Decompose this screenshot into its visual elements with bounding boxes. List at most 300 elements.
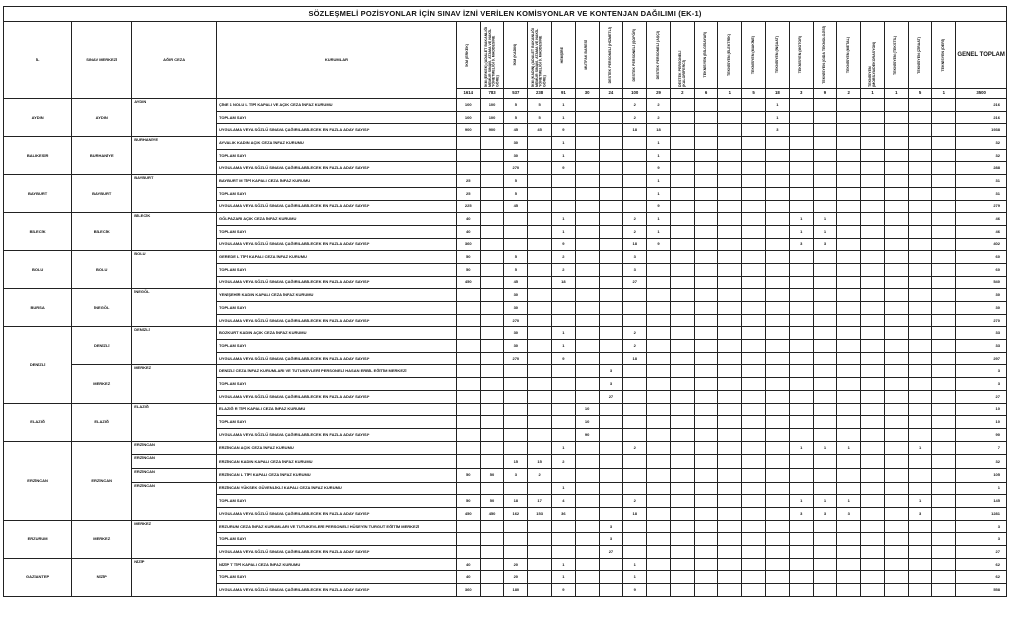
value-cell	[718, 403, 742, 416]
value-cell	[861, 508, 885, 521]
value-cell	[504, 533, 528, 546]
header-position-label: İKM (ERKEK) (ADALET BAKANLIĞI MEMUR SINAVI, ATAMA VE NAKİL YÖNETMELİĞİ 9. MADDESİNE GÖRE)	[483, 26, 499, 87]
value-cell	[694, 137, 718, 150]
value-cell	[884, 175, 908, 188]
value-cell	[861, 162, 885, 175]
value-cell	[742, 213, 766, 226]
value-cell	[528, 327, 552, 340]
agir-ceza-cell: AYDIN	[132, 99, 217, 137]
grand-total-cell: 3500	[956, 89, 1007, 99]
value-cell	[480, 416, 504, 429]
value-cell	[813, 520, 837, 533]
value-cell: 3	[789, 238, 813, 251]
value-cell: 40	[456, 213, 480, 226]
value-cell	[766, 352, 790, 365]
genel-toplam-cell: 1938	[956, 124, 1007, 137]
agir-ceza-cell: İNEGÖL	[132, 289, 217, 327]
value-cell	[623, 546, 647, 559]
value-cell	[504, 225, 528, 238]
kurum-cell: NİZİP T TİPİ KAPALI CEZA İNFAZ KURUMU	[216, 558, 456, 571]
value-cell	[861, 99, 885, 112]
value-cell: 50	[480, 495, 504, 508]
value-cell	[456, 390, 480, 403]
value-cell	[908, 468, 932, 482]
genel-toplam-cell: 32	[956, 455, 1007, 469]
value-cell	[670, 225, 694, 238]
value-cell	[789, 137, 813, 150]
value-cell	[670, 289, 694, 302]
value-cell	[766, 340, 790, 353]
value-cell	[647, 455, 671, 469]
header-position-0	[456, 22, 480, 89]
value-cell	[670, 352, 694, 365]
value-cell: 2	[528, 468, 552, 482]
header-position-label: HEMŞİRE	[560, 46, 565, 64]
value-cell	[789, 482, 813, 495]
genel-toplam-cell: 90	[956, 428, 1007, 441]
il-cell: GAZİANTEP	[4, 558, 72, 596]
agir-ceza-cell: DENİZLİ	[132, 327, 217, 365]
value-cell	[647, 533, 671, 546]
value-cell	[670, 533, 694, 546]
header-position-9	[670, 22, 694, 89]
value-cell	[504, 441, 528, 455]
value-cell	[575, 584, 599, 597]
value-cell	[670, 213, 694, 226]
il-cell: ELAZIĞ	[4, 403, 72, 441]
header-position-label: TEKNİSYEN (BİLGİSAYAR)	[703, 32, 708, 78]
value-cell	[694, 225, 718, 238]
value-cell	[456, 482, 480, 495]
value-cell	[575, 455, 599, 469]
value-cell	[861, 584, 885, 597]
genel-toplam-cell: 62	[956, 571, 1007, 584]
total-cell: 29	[647, 89, 671, 99]
value-cell	[837, 428, 861, 441]
value-cell	[575, 276, 599, 289]
kurum-cell: TOPLAM SAYI	[216, 378, 456, 391]
header-position-label: İKM (KADIN) (ADALET BAKANLIĞI MEMUR SINAVI, ATAMA VE NAKİL YÖNETMELİĞİ 9. MADDESİNE GÖRE)	[531, 27, 547, 87]
genel-toplam-cell: 270	[956, 314, 1007, 327]
value-cell	[884, 111, 908, 124]
value-cell	[575, 314, 599, 327]
value-cell	[694, 558, 718, 571]
value-cell	[599, 111, 623, 124]
value-cell	[908, 340, 932, 353]
value-cell	[932, 495, 956, 508]
value-cell	[884, 584, 908, 597]
value-cell	[480, 314, 504, 327]
value-cell	[884, 340, 908, 353]
value-cell	[789, 571, 813, 584]
value-cell	[908, 403, 932, 416]
header-position-label: İKM (KADIN)	[512, 44, 517, 66]
kurum-cell: AYVALIK KADIN AÇIK CEZA İNFAZ KURUMU	[216, 137, 456, 150]
value-cell	[884, 533, 908, 546]
value-cell	[528, 416, 552, 429]
genel-toplam-cell: 105	[956, 468, 1007, 482]
value-cell	[551, 390, 575, 403]
value-cell	[647, 546, 671, 559]
value-cell	[623, 416, 647, 429]
value-cell	[480, 584, 504, 597]
value-cell	[480, 225, 504, 238]
value-cell	[861, 137, 885, 150]
value-cell	[861, 455, 885, 469]
value-cell	[599, 175, 623, 188]
value-cell	[789, 302, 813, 315]
value-cell	[837, 558, 861, 571]
value-cell	[837, 162, 861, 175]
value-cell: 9	[647, 238, 671, 251]
kurum-cell: UYGULAMA VEYA SÖZLÜ SINAVA ÇAĞIRILABİLECEK EN FAZLA ADAY SAYISI*	[216, 508, 456, 521]
value-cell	[813, 175, 837, 188]
value-cell	[742, 482, 766, 495]
value-cell	[670, 314, 694, 327]
header-position-label: TEKNİSYEN (DERİ)	[940, 38, 945, 72]
value-cell	[480, 302, 504, 315]
value-cell	[694, 99, 718, 112]
value-cell	[623, 200, 647, 213]
il-cell: AYDIN	[4, 99, 72, 137]
value-cell	[670, 428, 694, 441]
value-cell	[813, 365, 837, 378]
header-position-14	[789, 22, 813, 89]
value-cell	[694, 314, 718, 327]
value-cell: 1	[551, 340, 575, 353]
value-cell	[480, 149, 504, 162]
table-row	[4, 403, 1007, 416]
value-cell	[861, 533, 885, 546]
value-cell	[694, 213, 718, 226]
value-cell	[551, 187, 575, 200]
sinav-merkezi-cell: ERZİNCAN	[72, 441, 132, 520]
value-cell: 30	[504, 149, 528, 162]
value-cell	[813, 137, 837, 150]
kurum-cell: UYGULAMA VEYA SÖZLÜ SINAVA ÇAĞIRILABİLECEK EN FAZLA ADAY SAYISI*	[216, 200, 456, 213]
value-cell	[647, 520, 671, 533]
value-cell	[908, 263, 932, 276]
value-cell	[766, 441, 790, 455]
value-cell	[718, 302, 742, 315]
value-cell	[837, 546, 861, 559]
header-position-19	[908, 22, 932, 89]
value-cell: 50	[456, 251, 480, 264]
value-cell: 9	[551, 238, 575, 251]
value-cell	[908, 455, 932, 469]
table-row	[4, 468, 1007, 482]
kurum-cell: BAYBURT M TİPİ KAPALI CEZA İNFAZ KURUMU	[216, 175, 456, 188]
header-position-2	[504, 22, 528, 89]
value-cell	[528, 365, 552, 378]
value-cell	[575, 365, 599, 378]
value-cell	[884, 482, 908, 495]
sinav-merkezi-cell: İNEGÖL	[72, 289, 132, 327]
value-cell	[480, 175, 504, 188]
value-cell	[599, 200, 623, 213]
value-cell	[623, 520, 647, 533]
value-cell	[694, 124, 718, 137]
value-cell: 40	[456, 558, 480, 571]
value-cell: 1	[551, 441, 575, 455]
value-cell	[908, 99, 932, 112]
value-cell	[742, 455, 766, 469]
value-cell	[861, 571, 885, 584]
value-cell	[861, 276, 885, 289]
value-cell	[813, 111, 837, 124]
value-cell	[884, 251, 908, 264]
value-cell	[884, 213, 908, 226]
value-cell	[647, 428, 671, 441]
total-cell: 1	[932, 89, 956, 99]
value-cell	[694, 378, 718, 391]
value-cell	[694, 276, 718, 289]
value-cell	[884, 416, 908, 429]
value-cell	[551, 302, 575, 315]
value-cell	[789, 455, 813, 469]
value-cell	[742, 111, 766, 124]
kurum-cell: TOPLAM SAYI	[216, 187, 456, 200]
kurum-cell: ERZİNCAN KADIN KAPALI CEZA İNFAZ KURUMU	[216, 455, 456, 469]
kurum-cell: TOPLAM SAYI	[216, 340, 456, 353]
table-row	[4, 482, 1007, 495]
value-cell	[742, 263, 766, 276]
value-cell	[884, 495, 908, 508]
table-row	[4, 520, 1007, 533]
value-cell	[766, 571, 790, 584]
value-cell	[884, 137, 908, 150]
value-cell	[480, 428, 504, 441]
total-cell: 5	[908, 89, 932, 99]
total-cell: 24	[599, 89, 623, 99]
value-cell	[623, 175, 647, 188]
value-cell	[718, 455, 742, 469]
kurum-cell: TOPLAM SAYI	[216, 225, 456, 238]
value-cell	[528, 546, 552, 559]
table-row	[4, 289, 1007, 302]
value-cell: 2	[551, 251, 575, 264]
genel-toplam-cell: 3	[956, 520, 1007, 533]
value-cell: 17	[528, 495, 552, 508]
kurum-cell: UYGULAMA VEYA SÖZLÜ SINAVA ÇAĞIRILABİLECEK EN FAZLA ADAY SAYISI*	[216, 314, 456, 327]
value-cell	[742, 175, 766, 188]
value-cell: 1	[551, 111, 575, 124]
value-cell	[908, 302, 932, 315]
value-cell	[647, 584, 671, 597]
il-cell: ERZİNCAN	[4, 441, 72, 520]
value-cell	[861, 124, 885, 137]
value-cell	[766, 137, 790, 150]
value-cell	[718, 441, 742, 455]
value-cell	[932, 558, 956, 571]
value-cell	[694, 508, 718, 521]
value-cell	[742, 546, 766, 559]
value-cell	[813, 546, 837, 559]
value-cell	[932, 340, 956, 353]
value-cell: 2	[623, 213, 647, 226]
sinav-merkezi-cell: ELAZIĞ	[72, 403, 132, 441]
value-cell	[861, 352, 885, 365]
genel-toplam-cell: 32	[956, 137, 1007, 150]
value-cell	[599, 225, 623, 238]
value-cell	[670, 238, 694, 251]
value-cell: 900	[480, 124, 504, 137]
value-cell	[766, 558, 790, 571]
value-cell	[932, 137, 956, 150]
value-cell	[670, 508, 694, 521]
value-cell: 450	[480, 508, 504, 521]
value-cell	[908, 482, 932, 495]
value-cell	[599, 137, 623, 150]
value-cell	[766, 149, 790, 162]
value-cell	[837, 111, 861, 124]
value-cell	[528, 251, 552, 264]
value-cell: 1	[813, 213, 837, 226]
total-cell: 2	[670, 89, 694, 99]
value-cell	[718, 558, 742, 571]
value-cell: 1	[551, 213, 575, 226]
value-cell	[932, 162, 956, 175]
sinav-merkezi-cell: BOLU	[72, 251, 132, 289]
genel-toplam-cell: 10	[956, 403, 1007, 416]
value-cell	[766, 390, 790, 403]
value-cell	[480, 137, 504, 150]
value-cell: 3	[599, 520, 623, 533]
value-cell	[599, 352, 623, 365]
value-cell	[789, 111, 813, 124]
value-cell: 1	[837, 495, 861, 508]
value-cell	[908, 137, 932, 150]
value-cell	[718, 390, 742, 403]
value-cell	[480, 546, 504, 559]
value-cell	[884, 352, 908, 365]
value-cell	[670, 455, 694, 469]
value-cell	[861, 416, 885, 429]
value-cell	[766, 302, 790, 315]
value-cell	[647, 441, 671, 455]
value-cell	[861, 200, 885, 213]
value-cell	[694, 533, 718, 546]
value-cell	[456, 302, 480, 315]
value-cell: 5	[504, 187, 528, 200]
value-cell	[837, 314, 861, 327]
value-cell: 4	[551, 495, 575, 508]
value-cell: 2	[551, 263, 575, 276]
il-cell: DENİZLİ	[4, 327, 72, 403]
genel-toplam-cell: 27	[956, 546, 1007, 559]
genel-toplam-cell: 279	[956, 200, 1007, 213]
value-cell	[718, 251, 742, 264]
value-cell	[932, 175, 956, 188]
value-cell	[789, 584, 813, 597]
sinav-merkezi-cell: BİLECİK	[72, 213, 132, 251]
value-cell	[837, 289, 861, 302]
value-cell	[861, 390, 885, 403]
value-cell	[694, 441, 718, 455]
value-cell: 3	[504, 468, 528, 482]
value-cell: 9	[647, 200, 671, 213]
value-cell	[742, 416, 766, 429]
value-cell	[480, 289, 504, 302]
value-cell	[528, 162, 552, 175]
total-cell: 18	[766, 89, 790, 99]
value-cell	[575, 225, 599, 238]
value-cell	[670, 482, 694, 495]
value-cell: 153	[528, 508, 552, 521]
value-cell	[861, 520, 885, 533]
kurum-cell: GEREDE L TİPİ KAPALI CEZA İNFAZ KURUMU	[216, 251, 456, 264]
value-cell	[766, 533, 790, 546]
value-cell: 1	[789, 495, 813, 508]
header-position-12	[742, 22, 766, 89]
value-cell	[932, 213, 956, 226]
value-cell	[647, 302, 671, 315]
total-cell: 1	[718, 89, 742, 99]
il-cell: ERZURUM	[4, 520, 72, 558]
header-genel-toplam: GENEL TOPLAM	[956, 22, 1007, 89]
value-cell	[789, 314, 813, 327]
header-kurumlar: KURUMLAR	[216, 22, 456, 99]
value-cell	[599, 584, 623, 597]
kurum-cell: UYGULAMA VEYA SÖZLÜ SINAVA ÇAĞIRILABİLECEK EN FAZLA ADAY SAYISI*	[216, 162, 456, 175]
value-cell	[551, 378, 575, 391]
value-cell	[789, 340, 813, 353]
kurum-cell: ERZİNCAN L TİPİ KAPALI CEZA İNFAZ KURUMU	[216, 468, 456, 482]
value-cell	[670, 124, 694, 137]
value-cell	[694, 584, 718, 597]
kurum-cell: TOPLAM SAYI	[216, 302, 456, 315]
value-cell	[861, 340, 885, 353]
agir-ceza-cell: BİLECİK	[132, 213, 217, 251]
value-cell	[837, 251, 861, 264]
header-position-11	[718, 22, 742, 89]
value-cell	[694, 289, 718, 302]
value-cell	[694, 162, 718, 175]
value-cell	[813, 302, 837, 315]
table-title: SÖZLEŞMELİ POZİSYONLAR İÇİN SINAV İZNİ VERİLEN KOMİSYONLAR VE KONTENJAN DAĞILIMI (EK-1)	[4, 7, 1007, 22]
value-cell	[575, 289, 599, 302]
value-cell	[813, 99, 837, 112]
value-cell	[575, 571, 599, 584]
il-cell: BOLU	[4, 251, 72, 289]
value-cell	[718, 149, 742, 162]
value-cell	[647, 390, 671, 403]
value-cell: 15	[504, 455, 528, 469]
value-cell: 5	[504, 263, 528, 276]
value-cell	[670, 403, 694, 416]
value-cell	[480, 251, 504, 264]
value-cell	[456, 149, 480, 162]
value-cell	[813, 468, 837, 482]
value-cell: 900	[456, 124, 480, 137]
value-cell	[456, 455, 480, 469]
value-cell	[694, 455, 718, 469]
value-cell	[789, 327, 813, 340]
kurum-cell: TOPLAM SAYI	[216, 533, 456, 546]
value-cell	[456, 340, 480, 353]
value-cell	[623, 468, 647, 482]
header-position-8	[647, 22, 671, 89]
value-cell: 3	[623, 251, 647, 264]
value-cell	[861, 187, 885, 200]
value-cell	[742, 327, 766, 340]
value-cell	[647, 495, 671, 508]
value-cell	[932, 263, 956, 276]
value-cell	[575, 520, 599, 533]
value-cell	[623, 137, 647, 150]
value-cell	[551, 175, 575, 188]
value-cell	[599, 302, 623, 315]
